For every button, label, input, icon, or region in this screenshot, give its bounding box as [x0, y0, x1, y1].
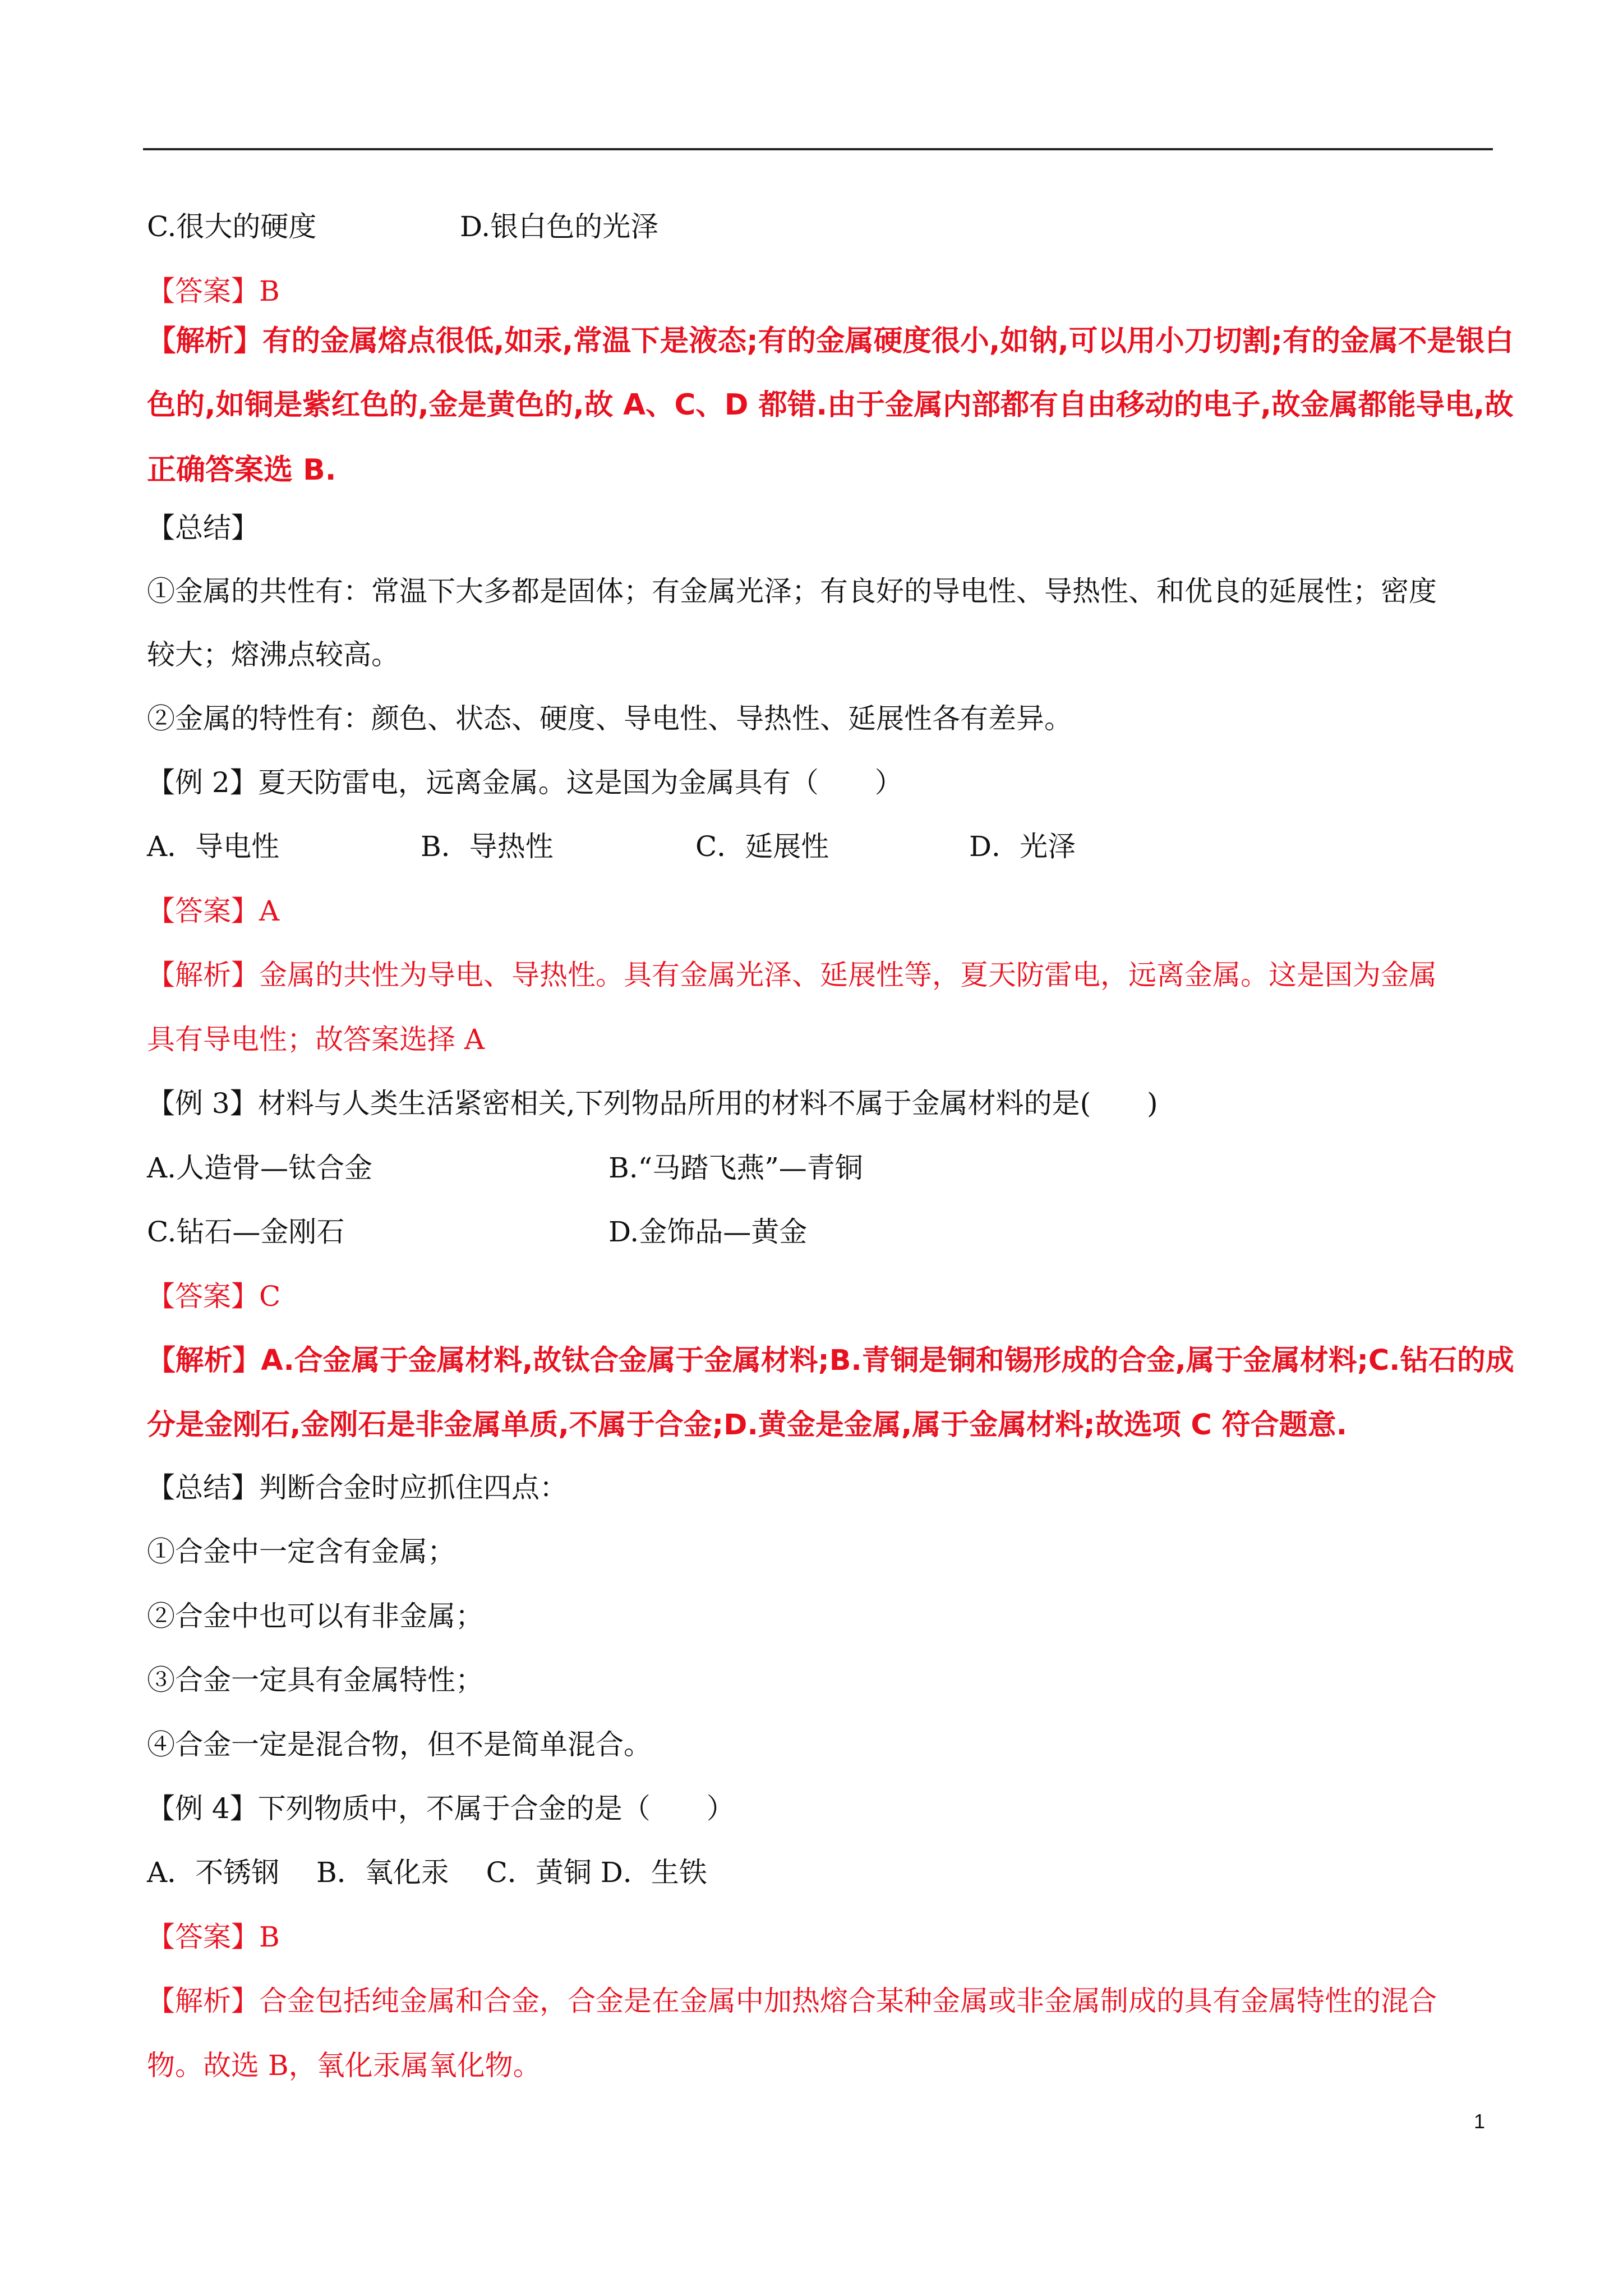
header-rule	[143, 148, 1493, 150]
answer-value: C	[259, 1280, 281, 1313]
example-4-analysis-line-1	[147, 1983, 1437, 2019]
q1-analysis-line-2: 色的,如铜是紫红色的,金是黄色的,故 A、C、D 都错.由于金属内部都有自由移动的电子,故金属都能导电,故	[147, 388, 1514, 422]
option-c: C.很大的硬度	[147, 210, 317, 243]
example-3-option-b: B.“马踏飞燕”—青铜	[608, 1152, 863, 1184]
summary-heading: 【总结】	[147, 512, 259, 544]
summary-2-point-2: ②合金中也可以有非金属；	[147, 1600, 483, 1632]
summary-2-point-3: ③合金一定具有金属特性；	[147, 1664, 483, 1696]
summary-item-1-line-1: ①金属的共性有：常温下大多都是固体；有金属光泽；有良好的导电性、导热性、和优良的延展性；密度	[147, 575, 1437, 608]
analysis-text: A.合金属于金属材料,故钛合金属于金属材料;B.青铜是铜和锡形成的合金,属于金属材料;C.钻石的成	[261, 1343, 1514, 1377]
example-3-answer	[147, 1278, 280, 1314]
example-2-option-b: B．导热性	[421, 830, 554, 863]
analysis-text: 合金包括纯金属和合金，合金是在金属中加热熔合某种金属或非金属制成的具有金属特性的混合	[259, 1985, 1437, 2017]
example-2-answer	[147, 893, 279, 929]
example-2-question: 【例 2】夏天防雷电，远离金属。这是国为金属具有（ ）	[147, 766, 903, 799]
q1-analysis-line-3: 正确答案选 B.	[147, 453, 336, 487]
summary-2-heading: 【总结】判断合金时应抓住四点：	[147, 1471, 568, 1504]
answer-value: A	[259, 895, 280, 927]
analysis-text: 有的金属熔点很低,如汞,常温下是液态;有的金属硬度很小,如钠,可以用小刀切割;有的金属不是银白	[262, 324, 1514, 358]
example-2-option-a: A．导电性	[147, 830, 280, 863]
option-d: D.银白色的光泽	[460, 210, 659, 243]
example-3-question: 【例 3】材料与人类生活紧密相关,下列物品所用的材料不属于金属材料的是( )	[147, 1087, 1158, 1120]
example-3-option-a: A.人造骨—钛合金	[147, 1152, 373, 1184]
answer-tag: 【答案】	[147, 895, 259, 927]
page-number: 1	[1474, 2110, 1486, 2133]
example-2-option-c: C．延展性	[695, 830, 829, 863]
summary-item-1-line-2: 较大；熔沸点较高。	[147, 638, 399, 671]
summary-2-point-1: ①合金中一定含有金属；	[147, 1535, 455, 1568]
example-3-option-d: D.金饰品—黄金	[608, 1216, 808, 1248]
answer-value: B	[259, 275, 280, 307]
q1-answer	[147, 273, 280, 309]
example-3-option-c: C.钻石—金刚石	[147, 1216, 345, 1248]
analysis-tag: 【解析】	[147, 1985, 259, 2017]
analysis-tag: 【解析】	[147, 959, 259, 991]
summary-item-2: ②金属的特性有：颜色、状态、硬度、导电性、导热性、延展性各有差异。	[147, 702, 1072, 735]
example-3-analysis-line-1	[147, 1342, 1514, 1378]
example-2-option-d: D．光泽	[969, 830, 1076, 863]
analysis-text: 金属的共性为导电、导热性。具有金属光泽、延展性等，夏天防雷电，远离金属。这是国为金属	[259, 959, 1437, 991]
example-4-answer	[147, 1919, 280, 1955]
q1-analysis-line-1	[147, 323, 1514, 359]
example-4-analysis-line-2: 物。故选 B，氧化汞属氧化物。	[147, 2049, 541, 2082]
answer-value: B	[259, 1921, 280, 1953]
analysis-tag: 【解析】	[147, 324, 263, 358]
example-4-options: A．不锈钢 B．氧化汞 C．黄铜 D．生铁	[147, 1856, 707, 1889]
example-3-analysis-line-2: 分是金刚石,金刚石是非金属单质,不属于合金;D.黄金是金属,属于金属材料;故选项 C 符合题意.	[147, 1409, 1347, 1442]
example-2-analysis-line-1	[147, 957, 1437, 993]
analysis-tag: 【解析】	[147, 1343, 261, 1377]
example-4-question: 【例 4】下列物质中，不属于合金的是（ ）	[147, 1792, 735, 1825]
answer-tag: 【答案】	[147, 1921, 259, 1953]
answer-tag: 【答案】	[147, 1280, 259, 1313]
example-2-analysis-line-2: 具有导电性；故答案选择 A	[147, 1023, 485, 1056]
answer-tag: 【答案】	[147, 275, 259, 307]
summary-2-point-4: ④合金一定是混合物，但不是简单混合。	[147, 1728, 652, 1761]
